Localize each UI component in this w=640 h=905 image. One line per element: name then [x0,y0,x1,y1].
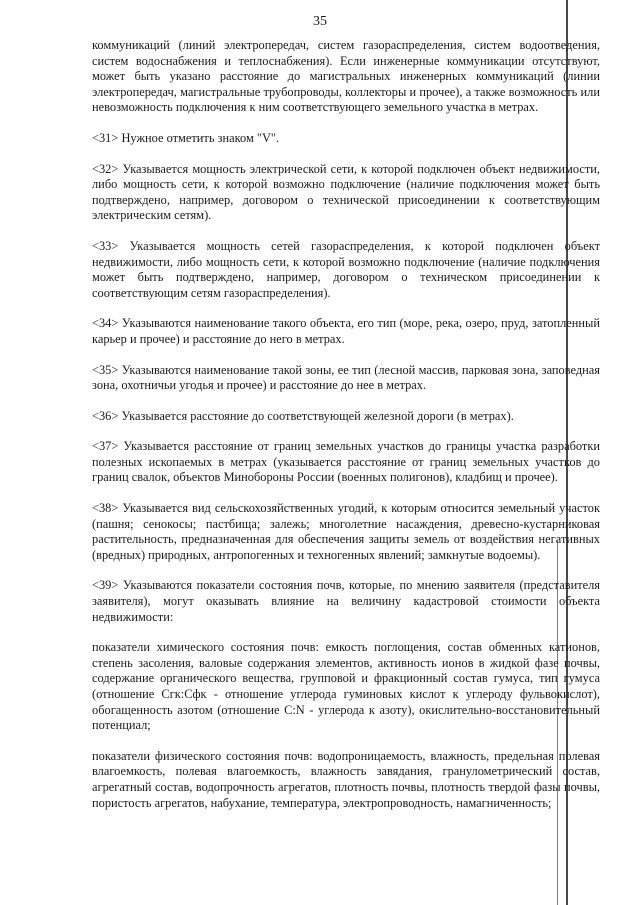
page-number: 35 [313,14,327,29]
footnote-36: <36> Указывается расстояние до соответствующей железной дороги (в метрах). [92,408,514,423]
footnote-33: <33> Указывается мощность сетей газораспределения, к которой подключен объект недвижимости, либо мощность сети, к которой возможно подключение (наличие подключения может быть подтверждено, например, договором о техническом присоединении к соответствующим сетям газораспределения). [92,238,600,300]
document-body [92,38,600,826]
footnote-39: <39> Указываются показатели состояния почв, которые, по мнению заявителя (представителя заявителя), могут оказывать влияние на величину кадастровой стоимости объекта недвижимости: [92,578,600,624]
footnote-34: <34> Указываются наименование такого объекта, его тип (море, река, озеро, пруд, затопленный карьер и прочее) и расстояние до него в метрах. [92,316,600,346]
paragraph-continuation: коммуникаций (линий электропередач, систем газораспределения, систем водоотведения, систем водоснабжения и теплоснабжения). Если инженерные коммуникации отсутствуют, может быть указано расстояние до магистральных инженерных коммуникаций (линии электропередач, магистральные трубопроводы, коллекторы и прочее), а также возможность или невозможность подключения к ним соответствующего земельного участка в метрах. [92,38,600,115]
footnote-35: <35> Указываются наименование такой зоны, ее тип (лесной массив, парковая зона, заповедная зона, охотничьи угодья и прочее) и расстояние до нее в метрах. [92,362,600,393]
footnote-37: <37> Указывается расстояние от границ земельных участков до границы участка разработки полезных ископаемых в метрах (указывается расстояние от границ земельных участков до границ свалок, объектов Минобороны России (военных полигонов), кладбищ и прочее). [92,439,600,485]
footnote-31: <31> Нужное отметить знаком "V". [92,130,280,145]
footnote-38: <38> Указывается вид сельскохозяйственных угодий, к которым относится земельный участок (пашня; сенокосы; пастбища; залежь; многолетние насаждения, древесно-кустарниковая растительность, предназначенная для обеспечения защиты земель от воздействия негативных (вредных) природных, антропогенных и техногенных явлений; замкнутые водоемы). [92,501,600,562]
footnote-32: <32> Указывается мощность электрической сети, к которой подключен объект недвижимости, либо мощность сети, к которой возможно подключение (наличие подключения может быть подтверждено, например, договором о технической присоединении к соответствующим электрическим сетям). [92,161,600,223]
soil-chemical-indicators: показатели химического состояния почв: емкость поглощения, состав обменных катионов, степень засоления, валовые содержания элементов, активность ионов в жидкой фазе почвы, содержание органического вещества, групповой и фракционный состав гумуса, тип гумуса (отношение Сгк:Сфк - отношение углерода гуминовых кислот к углероду фульвокислот), обогащенность азотом (отношение С:N - углерода к азоту), окислительно-восстановительный потенциал; [92,640,600,733]
soil-physical-indicators: показатели физического состояния почв: водопроницаемость, влажность, предельная полевая влагоемкость, полевая влагоемкость, влажность завядания, гранулометрический состав, агрегатный состав, водопрочность агрегатов, плотность почвы, плотность твердой фазы почвы, пористость агрегатов, набухание, температура, электропроводность, намагниченность; [92,748,600,810]
